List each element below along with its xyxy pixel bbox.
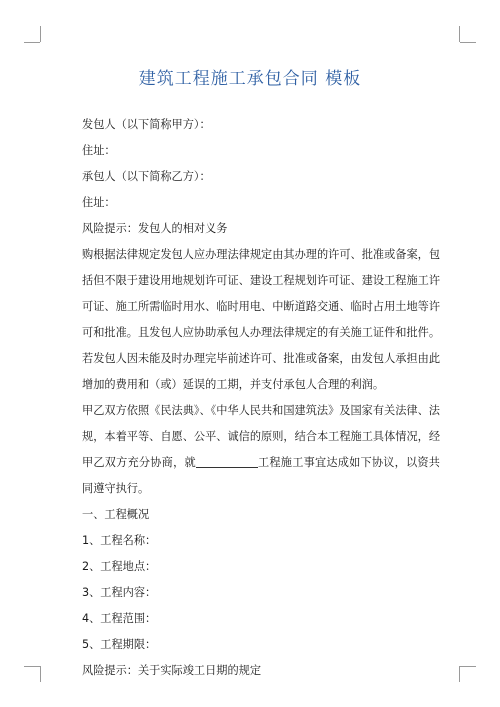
paragraph-delay-costs: 若发包人因未能及时办理完毕前述许可、批准或备案，由发包人承担由此增加的费用和（或）延误的工期，并支付承包人合理的利润。 xyxy=(82,352,441,391)
section-heading-project-overview: 一、工程概况 xyxy=(82,508,150,521)
project-name-blank[interactable] xyxy=(196,454,258,468)
item-project-content: 3、工程内容： xyxy=(82,586,157,599)
agreement-text-after: 工程施工事宜达成如下协议，以资共同遵守执行。 xyxy=(82,456,440,495)
paragraph-permits: 购根据法律规定发包人应办理法律规定由其办理的许可、批准或备案，包括但不限于建设用地规划许可证、建设工程规划许可证、建设工程施工许可证、施工所需临时用水、临时用电、中断道路交通、临时占用土地等许可和批准。且发包人应协助承包人办理法律规定的有关施工证件和批件。 xyxy=(82,248,441,339)
item-project-scope: 4、工程范围： xyxy=(82,612,157,625)
crop-mark-top-right xyxy=(459,26,460,42)
crop-mark-bottom-left xyxy=(24,666,40,667)
risk-note-completion-date: 风险提示：关于实际竣工日期的规定 xyxy=(82,664,262,677)
paragraph-agreement-basis xyxy=(60,398,440,502)
crop-mark-top-right xyxy=(460,42,476,43)
document-title: 建筑工程施工承包合同 模板 xyxy=(138,69,362,89)
contractor-address-line: 住址： xyxy=(82,196,116,209)
item-project-location: 2、工程地点： xyxy=(82,560,157,573)
document-body xyxy=(60,112,440,684)
item-project-duration: 5、工程期限： xyxy=(82,638,157,651)
crop-mark-bottom-right xyxy=(459,666,460,682)
crop-mark-top-left xyxy=(40,26,41,42)
crop-mark-bottom-left xyxy=(40,666,41,682)
contractor-line: 承包人（以下简称乙方）： xyxy=(82,170,211,183)
risk-note-employer-obligations: 风险提示：发包人的相对义务 xyxy=(82,222,228,235)
employer-address-line: 住址： xyxy=(82,144,116,157)
crop-mark-bottom-right xyxy=(460,666,476,667)
item-project-name: 1、工程名称： xyxy=(82,534,157,547)
employer-line: 发包人（以下简称甲方）： xyxy=(82,118,211,131)
agreement-text-before: 甲乙双方依照《民法典》、《中华人民共和国建筑法》及国家有关法律、法规，本着平等、自愿、公平、诚信的原则，结合本工程施工具体情况，经甲乙双方充分协商，就 xyxy=(82,404,441,469)
crop-mark-top-left xyxy=(24,42,40,43)
